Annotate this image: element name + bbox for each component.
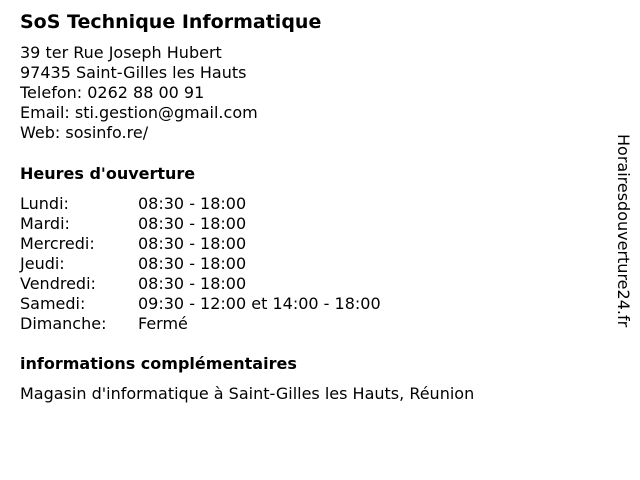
phone-number: Telefon: 0262 88 00 91 (20, 83, 205, 102)
hours-day: Vendredi: (20, 274, 96, 293)
hours-time: 08:30 - 18:00 (138, 214, 247, 233)
hours-row-saturday (20, 294, 381, 314)
hours-day: Jeudi: (20, 254, 65, 273)
hours-time: 08:30 - 18:00 (138, 274, 247, 293)
additional-info-heading: informations complémentaires (20, 354, 297, 373)
hours-row-sunday (20, 314, 381, 334)
hours-day: Lundi: (20, 194, 69, 213)
opening-hours-heading: Heures d'ouverture (20, 164, 196, 183)
hours-row-tuesday (20, 214, 381, 234)
email-address: Email: sti.gestion@gmail.com (20, 103, 258, 122)
hours-row-thursday (20, 254, 381, 274)
additional-info-text: Magasin d'informatique à Saint-Gilles les Hauts, Réunion (20, 384, 475, 403)
hours-row-friday (20, 274, 381, 294)
hours-time: 08:30 - 18:00 (138, 234, 247, 253)
hours-day: Samedi: (20, 294, 86, 313)
hours-time: Fermé (138, 314, 188, 333)
hours-time: 08:30 - 18:00 (138, 194, 247, 213)
opening-hours-table (20, 194, 381, 334)
hours-day: Mardi: (20, 214, 70, 233)
address-street: 39 ter Rue Joseph Hubert (20, 43, 222, 62)
hours-time: 08:30 - 18:00 (138, 254, 247, 273)
hours-day: Mercredi: (20, 234, 95, 253)
site-watermark: Horairesdouverture24.fr (614, 134, 633, 328)
contact-block (20, 43, 258, 143)
hours-row-wednesday (20, 234, 381, 254)
hours-time: 09:30 - 12:00 et 14:00 - 18:00 (138, 294, 381, 313)
business-name: SoS Technique Informatique (20, 11, 322, 33)
hours-row-monday (20, 194, 381, 214)
address-city: 97435 Saint-Gilles les Hauts (20, 63, 247, 82)
hours-day: Dimanche: (20, 314, 107, 333)
website: Web: sosinfo.re/ (20, 123, 149, 142)
